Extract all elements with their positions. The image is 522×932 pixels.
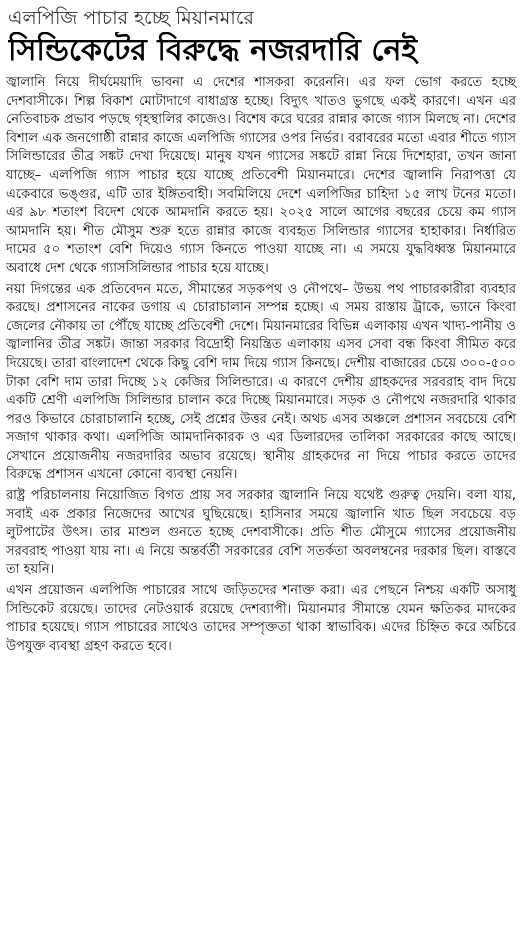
- article-paragraph: রাষ্ট্র পরিচালনায় নিয়োজিত বিগত প্রায় সব সরকার জ্বালানি নিয়ে যথেষ্ট গুরুত্ব দেয়নি। বলা যায়, সবাই এক প্রকার নিজেদের আখের ঘুছিয়েছে। হাসিনার সময়ে জ্বালানি খাত ছিল সবচেয়ে বড় লুটপাটের উৎস। তার মাশুল গুনতে হচ্ছে দেশবাসীকে। প্রতি শীত মৌসুমে গ্যাসের প্রয়োজনীয় সরবরাহ পাওয়া যায় না। এ নিয়ে অন্তর্বর্তী সরকারের বেশি সতর্কতা অবলম্বনের দরকার ছিল। বাস্তবে তা হয়নি।: [6, 488, 516, 578]
- article-paragraph: জ্বালানি নিয়ে দীর্ঘমেয়াদি ভাবনা এ দেশের শাসকরা করেননি। এর ফল ভোগ করতে হচ্ছে দেশবাসীকে। শিল্প বিকাশ মোটাদাগে বাধাগ্রস্ত হচ্ছে। বিদ্যুৎ খাতও ভুগছে একই কারণে। এখন এর নেতিবাচক প্রভাব পড়ছে গৃহস্থালির কাজেও। বিশেষ করে ঘরের রান্নার কাজে গ্যাস মিলছে না। দেশের বিশাল এক জনগোষ্ঠী রান্নার কাজে এলপিজি গ্যাসের ওপর নির্ভর। বরাবরের মতো এবার শীতে গ্যাস সিলিন্ডারের তীব্র সঙ্কট দেখা দিয়েছে। মানুষ যখন গ্যাসের সঙ্কটে রান্না নিয়ে দিশেহারা, তখন জানা যাচ্ছে– এলপিজি গ্যাস পাচার হয়ে যাচ্ছে প্রতিবেশী মিয়ানমারে। দেশের জ্বালানি নিরাপত্তা যে একেবারে ভঙ্গুর, এটি তার ইঙ্গিতবাহী। সবমিলিয়ে দেশে এলপিজির চাহিদা ১৫ লাখ টনের মতো। এর ৯৮ শতাংশ বিদেশ থেকে আমদানি করতে হয়। ২০২৫ সালে আগের বছরের চেয়ে কম গ্যাস আমদানি হয়। শীত মৌসুম শুরু হতে রান্নার কাজে ব্যবহৃত সিলিন্ডার গ্যাসের হাহাকার। নির্ধারিত দামের ৫০ শতাংশ বেশি দিয়েও গ্যাস কিনতে পাওয়া যাচ্ছে না। এ সময়ে যুদ্ধবিধ্বস্ত মিয়ানমারে অবাধে দেশ থেকে গ্যাসসিলিন্ডার পাচার হয়ে যাচ্ছে।: [6, 75, 516, 276]
- article-body: [6, 74, 516, 656]
- article-headline: সিন্ডিকেটের বিরুদ্ধে নজরদারি নেই: [8, 33, 418, 68]
- article-paragraph: এখন প্রয়োজন এলপিজি পাচারের সাথে জড়িতদের শনাক্ত করা। এর পেছনে নিশ্চয় একটি অসাধু সিন্ডিকেট রয়েছে। তাদের নেটওয়ার্ক রয়েছে দেশব্যাপী। মিয়ানমার সীমান্তে যেমন ক্ষতিকর মাদকের পাচার হয়েছে। গ্যাস পাচারের সাথেও তাদের সম্পৃক্ততা থাকা স্বাভাবিক। এদের চিহ্নিত করে অচিরে উপযুক্ত ব্যবস্থা গ্রহণ করতে হবে।: [6, 583, 516, 654]
- article-paragraph: নয়া দিগন্তের এক প্রতিবেদন মতে, সীমান্তের সড়কপথ ও নৌপথে– উভয় পথ পাচারকারীরা ব্যবহার করছে। প্রশাসনের নাকের ডগায় এ চোরাচালান সম্পন্ন হচ্ছে। এ সময় রাস্তায় ট্রাকে, ভ্যানে কিংবা জেলের নৌকায় তা পৌঁছে যাচ্ছে প্রতিবেশী দেশে। মিয়ানমারের বিভিন্ন এলাকায় এখন খাদ্য-পানীয় ও জ্বালানির তীব্র সঙ্কট। জান্তা সরকার বিদ্রোহী নিয়ন্ত্রিত এলাকায় এসব সেবা বন্ধ কিংবা সীমিত করে দিয়েছে। তারা বাংলাদেশ থেকে কিছু বেশি দাম দিয়ে গ্যাস কিনছে। দেশীয় বাজারের চেয়ে ৩০০-৫০০ টাকা বেশি দাম তারা দিচ্ছে ১২ কেজির সিলিন্ডারে। এ কারণে দেশীয় গ্রাহকদের সরবরাহ বাদ দিয়ে একটি শ্রেণী এলপিজি সিলিন্ডার চালান করে দিচ্ছে মিয়ানমারে। সড়ক ও নৌপথে নজরদারি থাকার পরও কিভাবে চোরাচালানি হচ্ছে, সেই প্রশ্নের উত্তর নেই। অথচ এসব অঞ্চলে প্রশাসন সবচেয়ে বেশি সজাগ থাকার কথা। এলপিজি আমদানিকারক ও এর ডিলারদের তালিকা সরকারের কাছে আছে। সেখানে প্রয়োজনীয় নজরদারির অভাব রয়েছে। স্থানীয় গ্রাহকদের না দিয়ে পাচার করতে তাদের বিরুদ্ধে প্রশাসন এখনো কোনো ব্যবস্থা নেয়নি।: [6, 281, 516, 483]
- article-kicker: এলপিজি পাচার হচ্ছে মিয়ানমারে: [8, 7, 254, 29]
